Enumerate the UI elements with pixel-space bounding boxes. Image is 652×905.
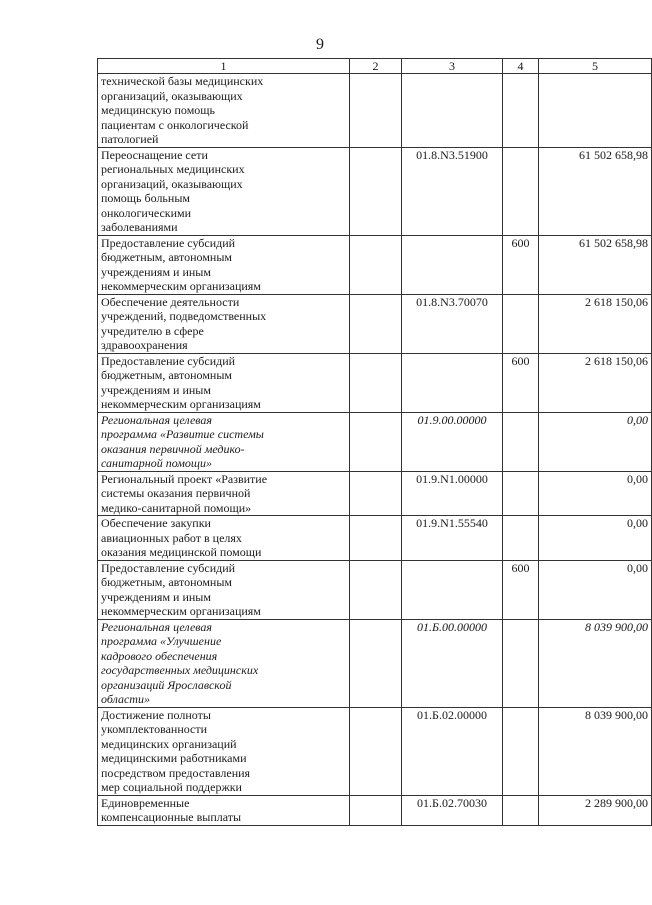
- row-code-cell: [402, 619, 503, 707]
- row-group-cell: [503, 294, 539, 353]
- row-name-text: Региональная целевая программа «Развитие системы оказания первичной медико- санитарной помощи»: [101, 412, 264, 470]
- row-group-text: 600: [511, 353, 530, 368]
- row-group-cell: [503, 707, 539, 795]
- row-name-cell: [98, 707, 350, 795]
- row-group-cell: [503, 471, 539, 516]
- row-col2-cell: [350, 353, 402, 412]
- column-header: 1: [98, 59, 350, 74]
- row-amount-cell: [539, 795, 652, 825]
- row-group-cell: [503, 235, 539, 294]
- row-col2-cell: [350, 795, 402, 825]
- row-code-cell: [402, 235, 503, 294]
- row-group-cell: [503, 353, 539, 412]
- table-row: [98, 560, 652, 619]
- row-code-text: 01.9.N1.00000: [416, 471, 488, 486]
- table-row: [98, 294, 652, 353]
- row-code-cell: [402, 560, 503, 619]
- row-amount-text: 8 039 900,00: [585, 707, 648, 722]
- row-amount-text: 0,00: [627, 412, 648, 427]
- row-group-cell: [503, 412, 539, 471]
- row-group-text: 600: [511, 235, 530, 250]
- row-name-cell: [98, 795, 350, 825]
- row-amount-cell: [539, 353, 652, 412]
- row-code-cell: [402, 353, 503, 412]
- row-col2-cell: [350, 516, 402, 561]
- row-name-text: Обеспечение закупки авиационных работ в целях оказания медицинской помощи: [101, 516, 262, 559]
- row-name-cell: [98, 294, 350, 353]
- row-amount-cell: [539, 516, 652, 561]
- row-code-cell: [402, 147, 503, 235]
- row-amount-text: 2 618 150,06: [585, 353, 648, 368]
- row-name-text: Обеспечение деятельности учреждений, подведомственных учредителю в сфере здравоохранения: [101, 294, 267, 352]
- row-name-text: Региональная целевая программа «Улучшение кадрового обеспечения государственных медицинских организаций Ярославской области»: [101, 619, 259, 706]
- table-row: [98, 412, 652, 471]
- page-number: 9: [316, 36, 324, 53]
- table-row: [98, 74, 652, 148]
- row-amount-cell: [539, 147, 652, 235]
- row-col2-cell: [350, 471, 402, 516]
- table-row: [98, 795, 652, 825]
- row-group-cell: [503, 516, 539, 561]
- row-amount-cell: [539, 707, 652, 795]
- table-row: [98, 147, 652, 235]
- row-amount-cell: [539, 294, 652, 353]
- row-name-text: Предоставление субсидий бюджетным, автономным учреждениям и иным некоммерческим организациям: [101, 235, 261, 293]
- row-col2-cell: [350, 707, 402, 795]
- column-header: 2: [350, 59, 402, 74]
- row-amount-text: 61 502 658,98: [579, 235, 648, 250]
- table-row: [98, 516, 652, 561]
- row-code-text: 01.Б.00.00000: [416, 619, 488, 634]
- row-group-cell: [503, 795, 539, 825]
- row-code-text: 01.Б.02.00000: [417, 707, 487, 722]
- row-name-cell: [98, 516, 350, 561]
- row-code-cell: [402, 294, 503, 353]
- row-name-cell: [98, 147, 350, 235]
- row-name-text: Достижение полноты укомплектованности медицинских организаций медицинскими работниками посредством предоставления мер социальной поддержки: [101, 707, 251, 794]
- row-group-cell: [503, 560, 539, 619]
- row-amount-cell: [539, 471, 652, 516]
- row-name-cell: [98, 412, 350, 471]
- row-code-text: 01.9.N1.55540: [416, 516, 488, 530]
- row-group-text: 600: [511, 560, 530, 575]
- table-row: [98, 471, 652, 516]
- row-amount-cell: [539, 412, 652, 471]
- column-header: 5: [539, 59, 652, 74]
- row-code-text: 01.Б.02.70030: [417, 795, 487, 810]
- row-name-cell: [98, 235, 350, 294]
- row-code-cell: [402, 707, 503, 795]
- row-amount-cell: [539, 560, 652, 619]
- row-group-cell: [503, 74, 539, 148]
- row-col2-cell: [350, 294, 402, 353]
- table-header-row: [98, 59, 652, 74]
- row-col2-cell: [350, 147, 402, 235]
- row-name-cell: [98, 74, 350, 148]
- table-row: [98, 353, 652, 412]
- row-name-text: Единовременные компенсационные выплаты: [101, 795, 242, 824]
- row-code-cell: [402, 412, 503, 471]
- row-amount-text: 0,00: [627, 471, 648, 486]
- row-name-text: Региональный проект «Развитие системы оказания первичной медико-санитарной помощи»: [101, 471, 268, 515]
- row-amount-text: 2 618 150,06: [585, 294, 648, 309]
- row-group-cell: [503, 619, 539, 707]
- row-code-text: 01.8.N3.51900: [416, 147, 488, 162]
- row-code-cell: [402, 471, 503, 516]
- row-col2-cell: [350, 619, 402, 707]
- row-name-text: технической базы медицинских организаций, оказывающих медицинскую помощь пациентам с онкологической патологией: [101, 74, 264, 146]
- table-row: [98, 235, 652, 294]
- row-code-text: 01.9.00.00000: [417, 412, 487, 427]
- row-code-cell: [402, 74, 503, 148]
- row-name-text: Переоснащение сети региональных медицинских организаций, оказывающих помощь больным онкологическими заболеваниями: [101, 147, 245, 234]
- row-code-text: 01.8.N3.70070: [416, 294, 488, 309]
- row-code-cell: [402, 516, 503, 561]
- column-header: 4: [503, 59, 539, 74]
- table-row: [98, 707, 652, 795]
- row-col2-cell: [350, 74, 402, 148]
- row-name-cell: [98, 619, 350, 707]
- row-amount-cell: [539, 74, 652, 148]
- row-col2-cell: [350, 235, 402, 294]
- row-amount-cell: [539, 235, 652, 294]
- column-header: 3: [402, 59, 503, 74]
- row-name-text: Предоставление субсидий бюджетным, автономным учреждениям и иным некоммерческим организациям: [101, 560, 261, 618]
- row-name-cell: [98, 560, 350, 619]
- row-amount-text: 8 039 900,00: [585, 619, 648, 634]
- row-group-cell: [503, 147, 539, 235]
- row-name-cell: [98, 471, 350, 516]
- row-amount-cell: [539, 619, 652, 707]
- row-amount-text: 2 289 900,00: [585, 795, 648, 810]
- row-amount-text: 0,00: [627, 516, 648, 530]
- budget-table: [97, 58, 652, 826]
- row-col2-cell: [350, 560, 402, 619]
- row-amount-text: 0,00: [627, 560, 648, 575]
- row-amount-text: 61 502 658,98: [579, 147, 648, 162]
- row-name-text: Предоставление субсидий бюджетным, автономным учреждениям и иным некоммерческим организациям: [101, 353, 261, 411]
- row-col2-cell: [350, 412, 402, 471]
- row-name-cell: [98, 353, 350, 412]
- table-row: [98, 619, 652, 707]
- row-code-cell: [402, 795, 503, 825]
